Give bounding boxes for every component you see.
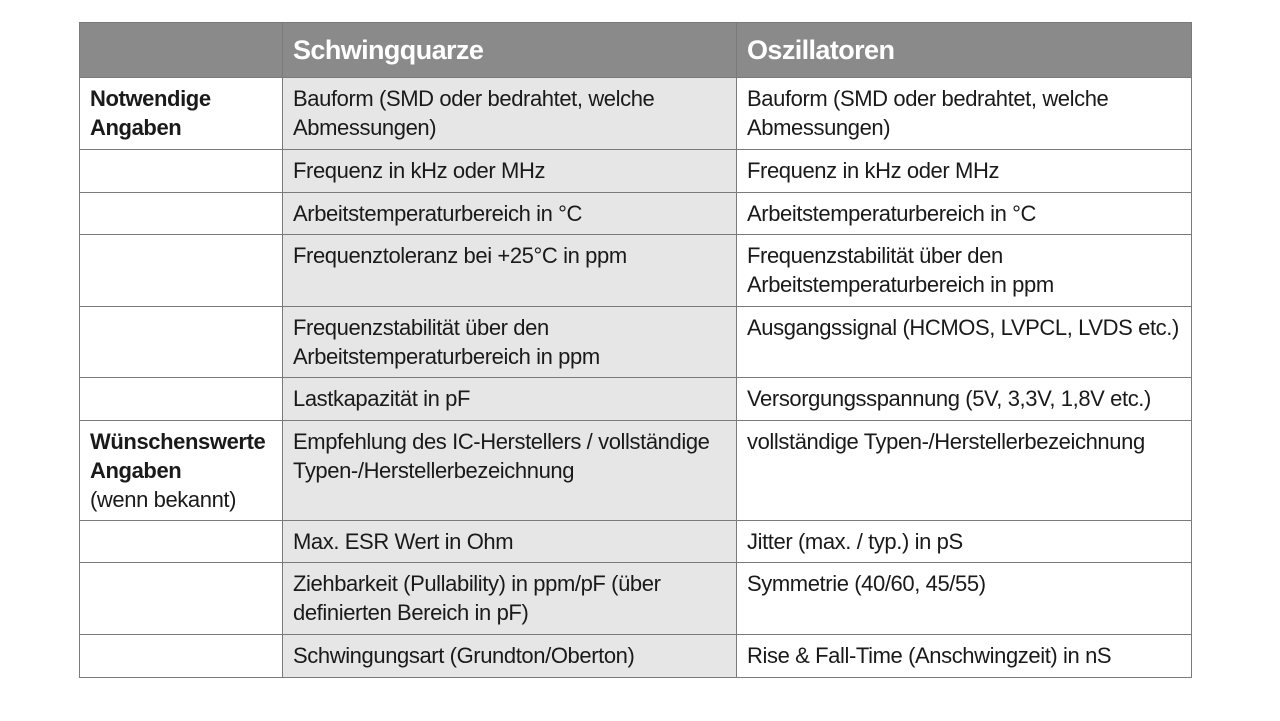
row-label-cell [80, 307, 283, 378]
quartz-cell: Schwingungsart (Grundton/Oberton) [283, 635, 737, 678]
oscillator-cell: Bauform (SMD oder bedrahtet, welche Abmessungen) [737, 78, 1192, 150]
oscillator-cell: Versorgungsspannung (5V, 3,3V, 1,8V etc.) [737, 378, 1192, 421]
row-label-cell [80, 150, 283, 193]
oscillator-cell: vollständige Typen-/Herstellerbezeichnung [737, 421, 1192, 521]
quartz-cell: Empfehlung des IC-Herstellers / vollständige Typen-/Herstellerbezeichnung [283, 421, 737, 521]
table-row [80, 235, 1192, 307]
table-row [80, 378, 1192, 421]
oscillator-cell: Jitter (max. / typ.) in pS [737, 521, 1192, 563]
row-label-cell [80, 421, 283, 521]
oscillator-cell: Arbeitstemperaturbereich in °C [737, 193, 1192, 235]
row-label-cell [80, 78, 283, 150]
row-label-cell [80, 563, 283, 635]
table-row [80, 521, 1192, 563]
table-row [80, 150, 1192, 193]
row-label-note: (wenn bekannt) [90, 487, 237, 512]
quartz-cell: Frequenz in kHz oder MHz [283, 150, 737, 193]
quartz-cell: Bauform (SMD oder bedrahtet, welche Abmessungen) [283, 78, 737, 150]
row-label-cell [80, 635, 283, 678]
quartz-cell: Ziehbarkeit (Pullability) in ppm/pF (über definierten Bereich in pF) [283, 563, 737, 635]
oscillator-cell: Rise & Fall-Time (Anschwingzeit) in nS [737, 635, 1192, 678]
oscillator-cell: Frequenzstabilität über den Arbeitstemperaturbereich in ppm [737, 235, 1192, 307]
oscillator-cell: Symmetrie (40/60, 45/55) [737, 563, 1192, 635]
table-row [80, 421, 1192, 521]
oscillator-cell: Ausgangssignal (HCMOS, LVPCL, LVDS etc.) [737, 307, 1192, 378]
quartz-cell: Max. ESR Wert in Ohm [283, 521, 737, 563]
quartz-cell: Arbeitstemperaturbereich in °C [283, 193, 737, 235]
quartz-cell: Frequenztoleranz bei +25°C in ppm [283, 235, 737, 307]
table-row [80, 193, 1192, 235]
table-row [80, 635, 1192, 678]
row-label-cell [80, 521, 283, 563]
table-row [80, 307, 1192, 378]
header-blank [80, 23, 283, 78]
table-row [80, 78, 1192, 150]
oscillator-cell: Frequenz in kHz oder MHz [737, 150, 1192, 193]
row-label-cell [80, 235, 283, 307]
table-row [80, 563, 1192, 635]
comparison-table [79, 22, 1192, 678]
row-label-cell [80, 193, 283, 235]
row-label-cell [80, 378, 283, 421]
quartz-cell: Frequenzstabilität über den Arbeitstemperaturbereich in ppm [283, 307, 737, 378]
row-label: Wünschenswerte Angaben [90, 429, 266, 483]
quartz-cell: Lastkapazität in pF [283, 378, 737, 421]
header-quartz: Schwingquarze [283, 23, 737, 78]
row-label: Notwendige Angaben [90, 86, 211, 140]
header-oscillator: Oszillatoren [737, 23, 1192, 78]
table-header-row [80, 23, 1192, 78]
